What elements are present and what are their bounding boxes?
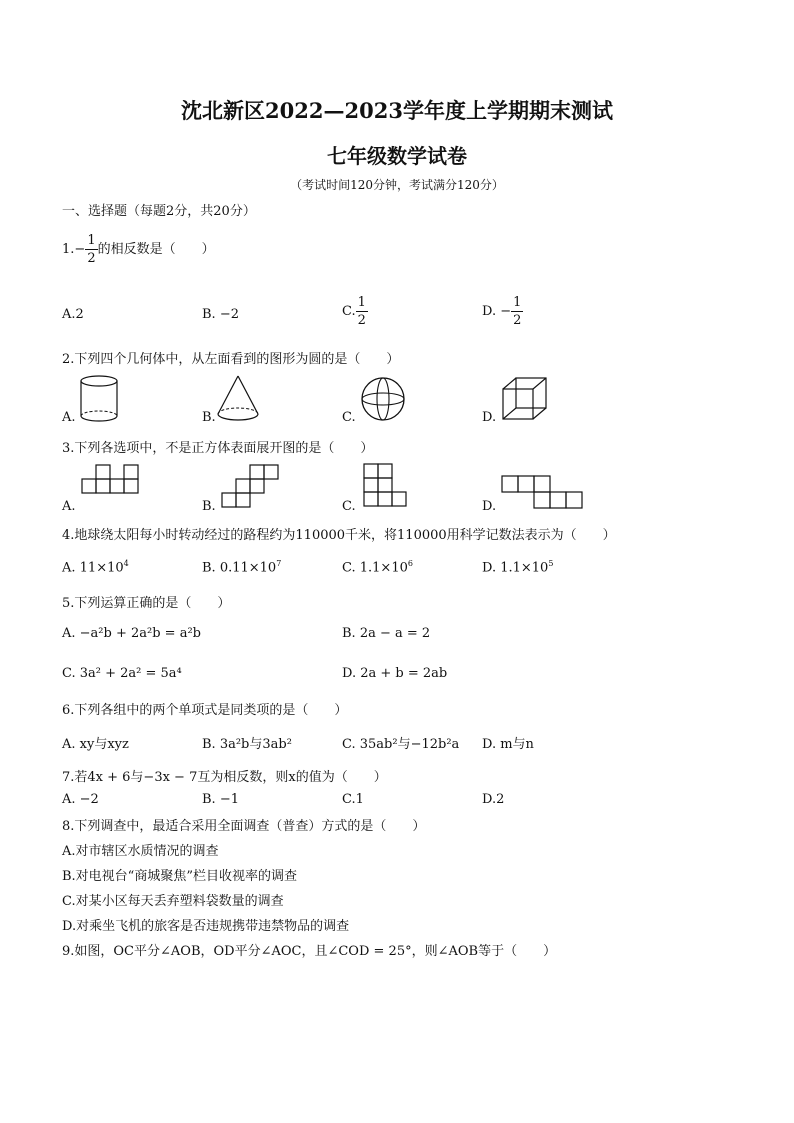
q4-option-a: A. $11\times 10^4$	[62, 559, 129, 576]
q4-option-c: C. $1.1\times 10^6$	[342, 559, 413, 576]
q1-option-d: D. − $\frac{1}{2}$	[482, 295, 522, 328]
q8-option-b: B.对电视台“商城聚焦”栏目收视率的调查	[62, 869, 297, 884]
question-9: 9.如图，OC平分∠AOB，OD平分∠AOC，且∠COD = 25°，则∠AOB等于（ ）	[62, 944, 557, 959]
q7-option-b: B. −1	[202, 792, 239, 807]
sphere-figure	[358, 374, 408, 424]
q5-option-a: A. −a²b + 2a²b = a²b	[62, 626, 201, 641]
question-6: 6.下列各组中的两个单项式是同类项的是（ ）	[62, 703, 348, 718]
q1-option-b: B. −2	[202, 307, 239, 322]
q8-option-d: D.对乘坐飞机的旅客是否违规携带违禁物品的调查	[62, 919, 350, 934]
question-5: 5.下列运算正确的是（ ）	[62, 596, 231, 611]
question-7: 7.若4x + 6与−3x − 7互为相反数，则x的值为（ ）	[62, 770, 387, 785]
q6-option-a: A. xy与xyz	[62, 737, 129, 752]
cone-figure	[214, 374, 262, 424]
q8-option-a: A.对市辖区水质情况的调查	[62, 844, 219, 859]
q7-option-c: C.1	[342, 792, 364, 807]
question-8: 8.下列调查中，最适合采用全面调查（普查）方式的是（ ）	[62, 819, 426, 834]
cylinder-figure	[76, 374, 122, 424]
q6-option-b: B. 3a²b与3ab²	[202, 737, 292, 752]
fraction: $\frac{1}{2}$	[87, 233, 96, 266]
q3-option-d: D.	[482, 499, 497, 514]
exam-subtitle: 七年级数学试卷	[327, 144, 467, 168]
question-4: 4.地球绕太阳每小时转动经过的路程约为110000千米，将110000用科学记数法表示为（ ）	[62, 528, 616, 543]
q3-option-a: A.	[62, 499, 76, 514]
q5-option-b: B. 2a − a = 2	[342, 626, 431, 641]
q1-option-a: A.2	[62, 307, 84, 322]
exam-title: 沈北新区2022—2023学年度上学期期末测试	[181, 98, 613, 123]
q3-option-b: B.	[202, 499, 216, 514]
q6-option-c: C. 35ab²与−12b²a	[342, 737, 460, 752]
q2-option-b: B.	[202, 410, 216, 425]
q2-option-a: A.	[62, 410, 76, 425]
q6-option-d: D. m与n	[482, 737, 534, 752]
q1-option-c: C. $\frac{1}{2}$	[342, 295, 366, 328]
question-3: 3.下列各选项中，不是正方体表面展开图的是（ ）	[62, 441, 374, 456]
q4-option-b: B. $0.11\times 10^7$	[202, 559, 282, 576]
net-figure-c	[362, 462, 412, 514]
q3-option-c: C.	[342, 499, 356, 514]
section-heading: 一、选择题（每题2分，共20分）	[62, 204, 256, 219]
q2-option-c: C.	[342, 410, 356, 425]
net-figure-a	[80, 462, 142, 510]
cube-figure	[500, 376, 550, 422]
q4-option-d: D. $1.1\times 10^5$	[482, 559, 554, 576]
net-figure-d	[500, 474, 584, 510]
q5-option-d: D. 2a + b = 2ab	[342, 666, 448, 681]
exam-note: （考试时间120分钟，考试满分120分）	[290, 178, 504, 192]
q7-option-a: A. −2	[62, 792, 99, 807]
net-figure-b	[220, 462, 282, 510]
q7-option-d: D.2	[482, 792, 505, 807]
q5-option-c: C. 3a² + 2a² = 5a⁴	[62, 666, 182, 681]
q2-option-d: D.	[482, 410, 497, 425]
q8-option-c: C.对某小区每天丢弃塑料袋数量的调查	[62, 894, 284, 909]
question-2: 2.下列四个几何体中，从左面看到的图形为圆的是（ ）	[62, 352, 400, 367]
question-1: 1.− $\frac{1}{2}$ 的相反数是（ ）	[62, 233, 215, 266]
